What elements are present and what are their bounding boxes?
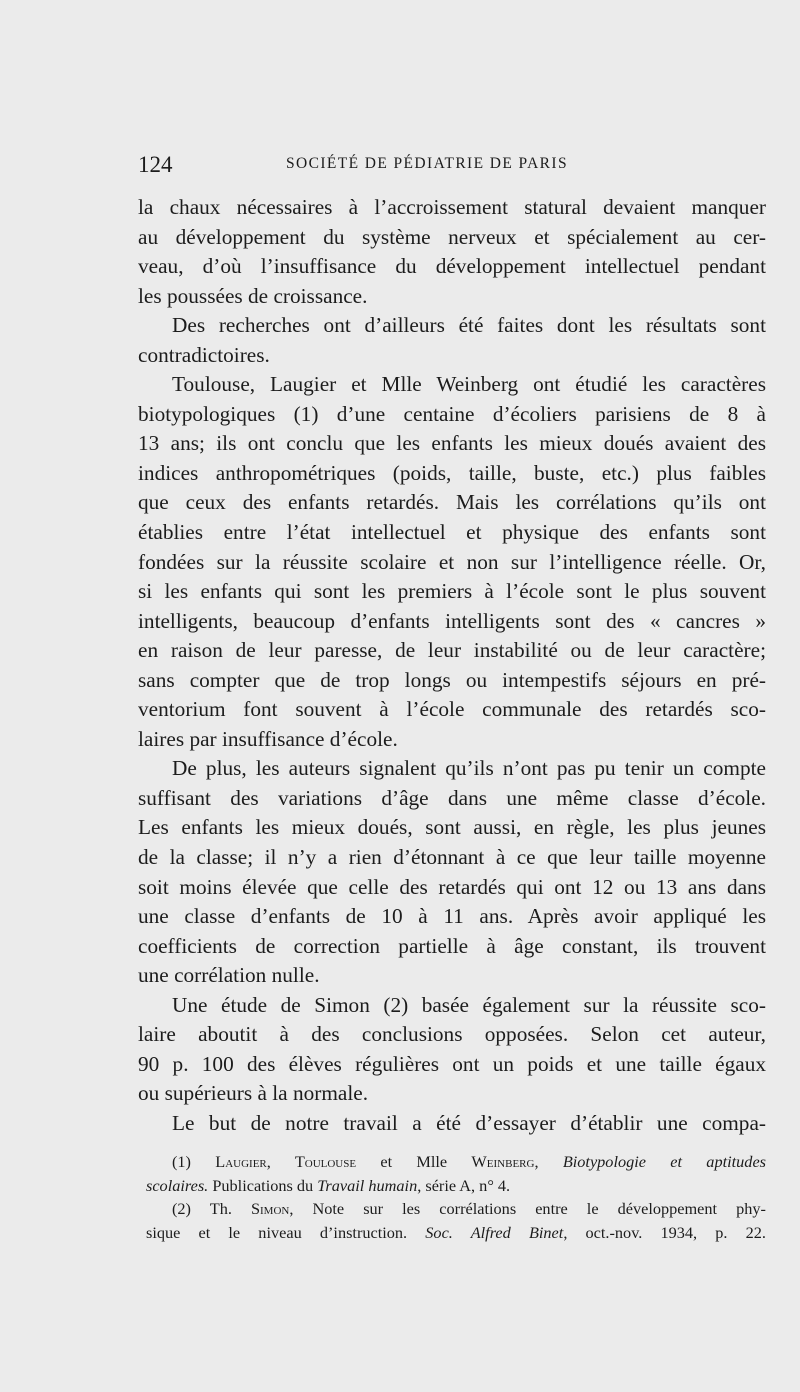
body-text [138, 193, 766, 1139]
text-line: de la classe; il n’y a rien d’étonnant à ce que leur taille moyenne [138, 845, 766, 870]
text-line: sans compter que de trop longs ou intempestifs séjours en pré- [138, 667, 766, 692]
text-line: indices anthropométriques (poids, taille, buste, etc.) plus faibles [138, 460, 766, 485]
text-line: Des recherches ont d’ailleurs été faites dont les résultats sont [172, 313, 766, 338]
text-line: laire aboutit à des conclusions opposées. Selon cet auteur, [138, 1022, 766, 1047]
text-line: les poussées de croissance. [138, 283, 368, 308]
text-line: 90 p. 100 des élèves régulières ont un poids et une taille égaux [138, 1051, 766, 1076]
text-line: Toulouse, Laugier et Mlle Weinberg ont étudié les caractères [172, 372, 766, 397]
text-line: une classe d’enfants de 10 à 11 ans. Après avoir appliqué les [138, 904, 766, 929]
text-line: ou supérieurs à la normale. [138, 1081, 369, 1106]
footnote-2: (2) Th. Simon, Note sur les corrélations entre le développement phy- [172, 1199, 766, 1218]
text-line: en raison de leur paresse, de leur instabilité ou de leur caractère; [138, 638, 766, 663]
text-line: 13 ans; ils ont conclu que les enfants les mieux doués avaient des [138, 431, 766, 456]
text-line: la chaux nécessaires à l’accroissement statural devaient manquer [138, 195, 766, 219]
text-line: biotypologiques (1) d’une centaine d’écoliers parisiens de 8 à [138, 401, 766, 426]
text-line: fondées sur la réussite scolaire et non sur l’intelligence réelle. Or, [138, 549, 766, 574]
text-line: au développement du système nerveux et spécialement au cer- [138, 224, 766, 249]
footnote-1-cont: scolaires. Publications du Travail humain, série A, n° 4. [146, 1175, 511, 1195]
text-line: suffisant des variations d’âge dans une même classe d’école. [138, 785, 766, 810]
text-line: établies entre l’état intellectuel et physique des enfants sont [138, 520, 766, 545]
footnote-2-cont: sique et le niveau d’instruction. Soc. Alfred Binet, oct.-nov. 1934, p. 22. [146, 1222, 766, 1242]
text-line: contradictoires. [138, 342, 270, 367]
text-line: si les enfants qui sont les premiers à l’école sont le plus souvent [138, 579, 766, 604]
text-line: coefficients de correction partielle à âge constant, ils trouvent [138, 933, 766, 958]
text-line: veau, d’où l’insuffisance du développement intellectuel pendant [138, 254, 766, 279]
page-header [136, 152, 776, 182]
running-head: SOCIÉTÉ DE PÉDIATRIE DE PARIS [286, 155, 569, 172]
text-line: intelligents, beaucoup d’enfants intelligents sont des « cancres » [138, 608, 766, 633]
text-line: De plus, les auteurs signalent qu’ils n’ont pas pu tenir un compte [172, 756, 766, 781]
footnote-1: (1) Laugier, Toulouse et Mlle Weinberg, Biotypologie et aptitudes [172, 1152, 767, 1171]
footnotes [146, 1150, 766, 1244]
text-line: Le but de notre travail a été d’essayer d’établir une compa- [172, 1110, 766, 1135]
text-line: Une étude de Simon (2) basée également sur la réussite sco- [172, 992, 766, 1017]
text-line: soit moins élevée que celle des retardés qui ont 12 ou 13 ans dans [138, 874, 766, 899]
text-line: que ceux des enfants retardés. Mais les corrélations qu’ils ont [138, 490, 766, 515]
text-line: laires par insuffisance d’école. [138, 726, 398, 751]
text-line: ventorium font souvent à l’école communale des retardés sco- [138, 697, 766, 722]
page-number: 124 [138, 152, 173, 177]
text-line: Les enfants les mieux doués, sont aussi, en règle, les plus jeunes [138, 815, 766, 840]
text-line: une corrélation nulle. [138, 963, 320, 988]
